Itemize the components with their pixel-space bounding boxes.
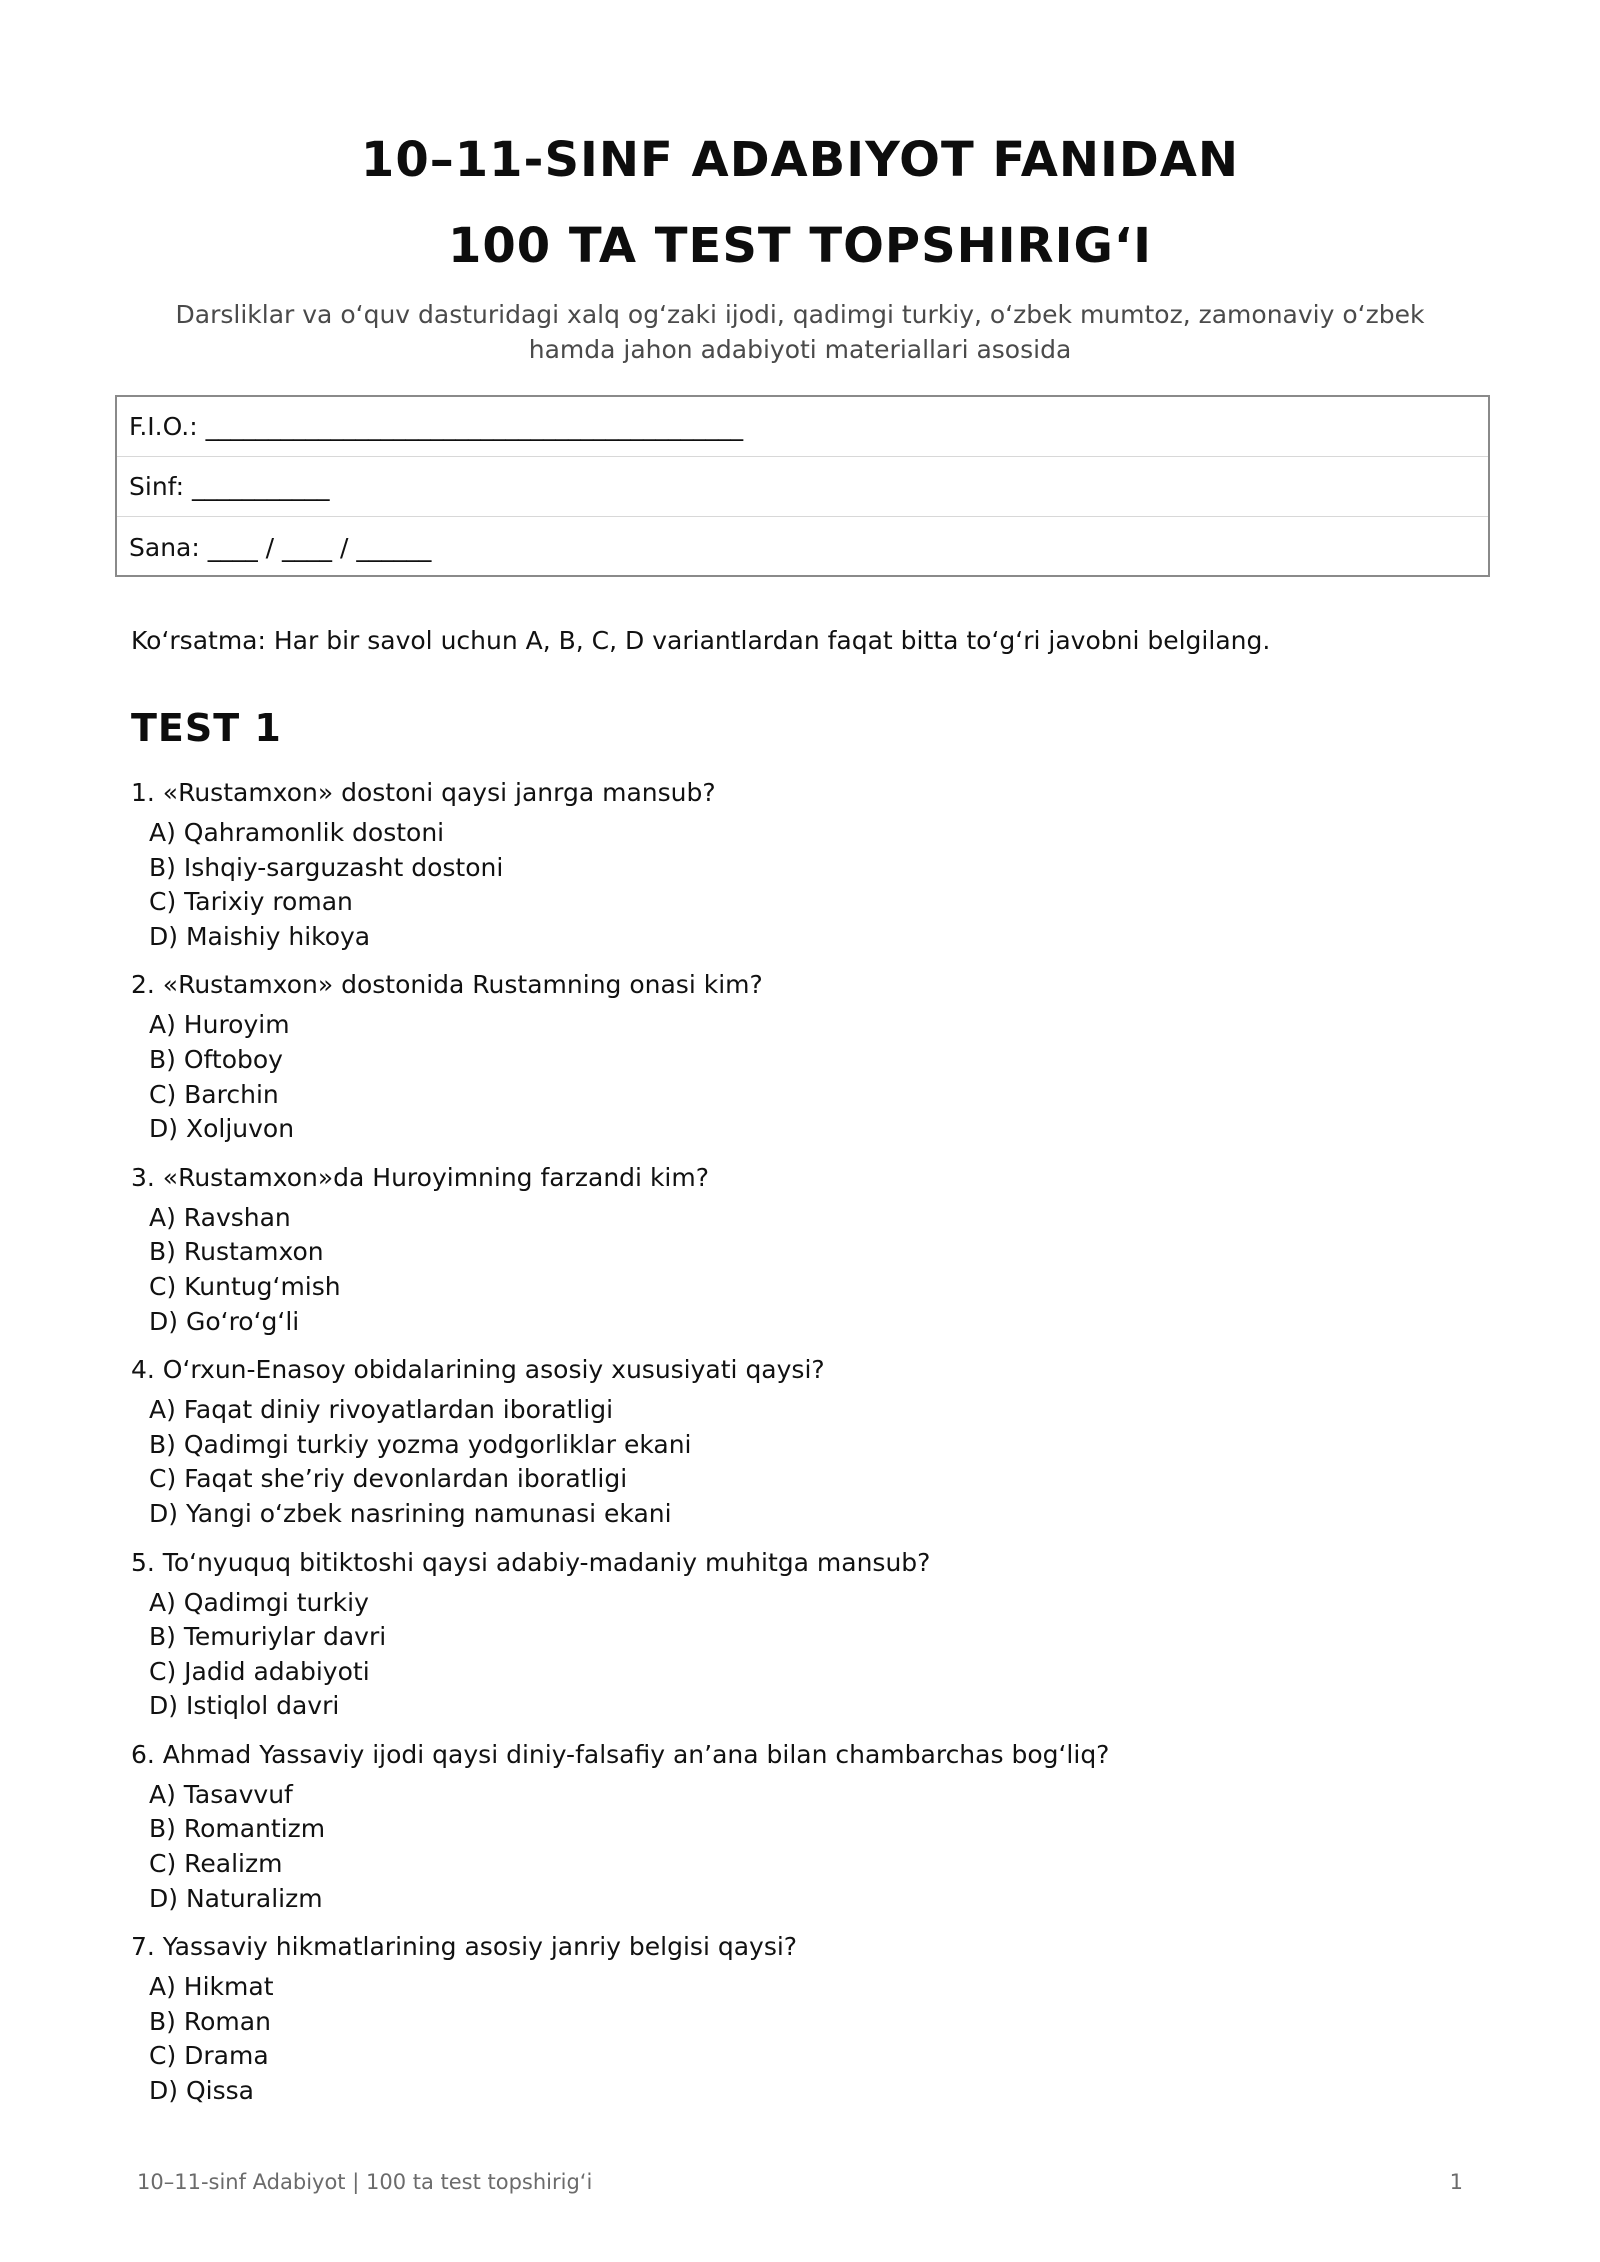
question-text: 1. «Rustamxon» dostoni qaysi janrga mansub? — [131, 778, 716, 807]
question-item — [131, 1161, 1471, 1339]
answer-option: B) Roman — [149, 2006, 271, 2036]
question-item — [131, 1738, 1471, 1916]
answer-option: D) Qissa — [149, 2076, 254, 2106]
answer-option: A) Qadimgi turkiy — [149, 1587, 369, 1617]
student-info-box — [115, 395, 1490, 577]
answer-option: C) Faqat she’riy devonlardan iboratligi — [149, 1464, 628, 1494]
answer-option: B) Qadimgi turkiy yozma yodgorliklar ekani — [149, 1429, 692, 1459]
answer-options — [131, 1201, 1471, 1339]
question-item — [131, 968, 1471, 1146]
answer-option: B) Ishqiy-sarguzasht dostoni — [149, 852, 504, 882]
answer-option: C) Kuntug‘mish — [149, 1271, 341, 1301]
question-text: 4. O‘rxun-Enasoy obidalarining asosiy xususiyati qaysi? — [131, 1355, 825, 1385]
answer-option: D) Istiqlol davri — [149, 1691, 340, 1721]
answer-option: D) Maishiy hikoya — [149, 921, 371, 951]
question-text: 5. To‘nyuquq bitiktoshi qaysi adabiy-madaniy muhitga mansub? — [131, 1547, 931, 1577]
footer-document-label: 10–11-sinf Adabiyot | 100 ta test topshirig‘i — [137, 2170, 593, 2194]
question-item — [131, 1353, 1471, 1531]
answer-option: B) Rustamxon — [149, 1237, 324, 1267]
sana-field: Sana: ____ / ____ / ______ — [129, 532, 432, 562]
fio-field: F.I.O.: ___________________________________________ — [117, 397, 1488, 457]
question-text: 7. Yassaviy hikmatlarining asosiy janriy belgisi qaysi? — [131, 1932, 798, 1962]
question-item — [131, 1930, 1471, 2108]
answer-option: C) Realizm — [149, 1849, 283, 1879]
question-item — [131, 776, 1471, 954]
document-title-line-1: 10–11-SINF ADABIYOT FANIDAN — [360, 132, 1240, 188]
answer-option: A) Hikmat — [149, 1972, 274, 2002]
answer-option: B) Temuriylar davri — [149, 1622, 387, 1652]
answer-options — [131, 1778, 1471, 1916]
answer-option: B) Oftoboy — [149, 1044, 283, 1074]
section-heading: TEST 1 — [131, 706, 282, 750]
answer-option: A) Huroyim — [149, 1010, 290, 1040]
instruction-text: Ko‘rsatma: Har bir savol uchun A, B, C, D variantlardan faqat bitta to‘g‘ri javobni belgilang. — [131, 626, 1271, 655]
answer-option: C) Jadid adabiyoti — [149, 1656, 370, 1686]
answer-option: C) Tarixiy roman — [149, 887, 353, 917]
answer-options — [131, 1970, 1471, 2108]
sinf-field: Sinf: ___________ — [117, 457, 1488, 517]
answer-option: D) Naturalizm — [149, 1883, 323, 1913]
document-title-line-2: 100 TA TEST TOPSHIRIG‘I — [448, 218, 1152, 274]
answer-option: D) Xoljuvon — [149, 1114, 295, 1144]
footer-page-number: 1 — [1449, 2170, 1463, 2194]
answer-option: D) Go‘ro‘g‘li — [149, 1306, 300, 1336]
answer-option: B) Romantizm — [149, 1814, 326, 1844]
document-subtitle: Darsliklar va o‘quv dasturidagi xalq og‘zaki ijodi, qadimgi turkiy, o‘zbek mumtoz, zamonaviy o‘zbek hamda jahon adabiyoti materiallari asosida — [175, 300, 1425, 364]
question-text: 3. «Rustamxon»da Huroyimning farzandi kim? — [131, 1162, 709, 1192]
answer-options — [131, 816, 1471, 954]
question-text: 6. Ahmad Yassaviy ijodi qaysi diniy-falsafiy an’ana bilan chambarchas bog‘liq? — [131, 1739, 1110, 1769]
answer-option: A) Faqat diniy rivoyatlardan iboratligi — [149, 1395, 614, 1425]
answer-option: A) Ravshan — [149, 1202, 291, 1232]
answer-option: D) Yangi o‘zbek nasrining namunasi ekani — [149, 1498, 672, 1528]
question-item — [131, 1546, 1471, 1724]
question-text: 2. «Rustamxon» dostonida Rustamning onasi kim? — [131, 970, 763, 1000]
answer-options — [131, 1586, 1471, 1724]
answer-option: C) Drama — [149, 2041, 269, 2071]
question-list — [131, 776, 1471, 2123]
answer-options — [131, 1008, 1471, 1146]
answer-option: A) Tasavvuf — [149, 1779, 293, 1809]
answer-option: C) Barchin — [149, 1079, 279, 1109]
answer-option: A) Qahramonlik dostoni — [149, 818, 445, 847]
answer-options — [131, 1393, 1471, 1531]
